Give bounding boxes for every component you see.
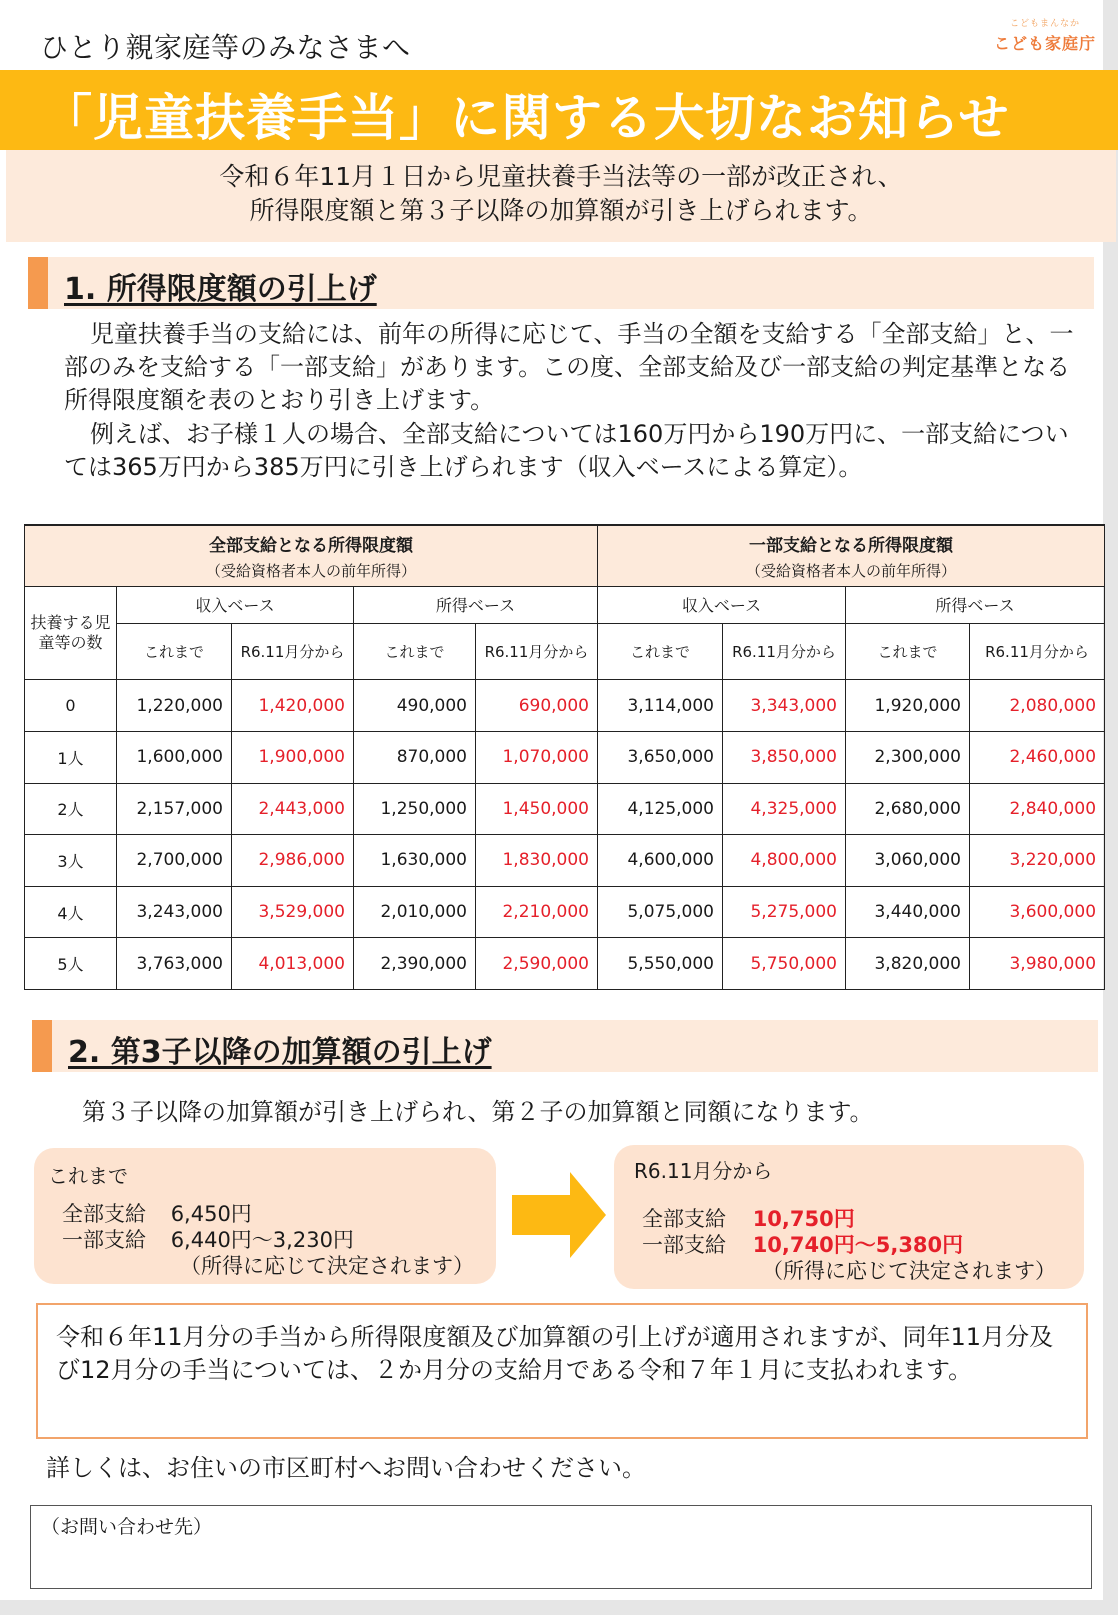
new-limit-cell: 2,590,000 — [476, 938, 598, 990]
after-note: （所得に応じて決定されます） — [762, 1259, 1056, 1283]
new-limit-cell: 3,980,000 — [970, 938, 1105, 990]
before-box-label: これまで — [48, 1164, 128, 1188]
arrow-shape — [512, 1172, 606, 1258]
new-limit-cell: 2,986,000 — [232, 835, 354, 887]
right-arrow-icon — [512, 1172, 606, 1262]
old-limit-cell: 1,250,000 — [354, 783, 476, 835]
group-title-full: 全部支給となる所得限度額 — [209, 536, 413, 557]
col-header-before: これまで — [117, 623, 232, 680]
old-limit-cell: 1,220,000 — [117, 680, 232, 732]
new-limit-cell: 3,220,000 — [970, 835, 1105, 887]
col-header-after: R6.11月分から — [723, 623, 846, 680]
before-full-label: 全部支給 — [62, 1202, 146, 1226]
before-partial-label: 一部支給 — [62, 1228, 146, 1252]
audience-heading: ひとり親家庭等のみなさまへ — [40, 31, 411, 64]
new-limit-cell: 3,850,000 — [723, 731, 846, 783]
section-1-heading — [28, 257, 1094, 309]
new-limit-cell: 3,529,000 — [232, 886, 354, 938]
table-row — [25, 835, 1105, 887]
base-header-income-partial: 収入ベース — [598, 587, 846, 623]
table-count-header: 扶養する児童等の数 — [25, 587, 117, 680]
group-sub-partial: （受給資格者本人の前年所得） — [746, 562, 957, 581]
table-row — [25, 731, 1105, 783]
intro-box — [6, 150, 1116, 242]
child-count-cell: 3人 — [25, 835, 117, 887]
before-partial-value: 6,440円～3,230円 — [170, 1228, 354, 1252]
new-limit-cell: 2,210,000 — [476, 886, 598, 938]
new-limit-cell: 3,600,000 — [970, 886, 1105, 938]
page-title: 「児童扶養手当」に関する大切なお知らせ — [42, 89, 1010, 147]
agency-logo — [985, 16, 1105, 62]
child-count-cell: 1人 — [25, 731, 117, 783]
new-limit-cell: 4,325,000 — [723, 783, 846, 835]
old-limit-cell: 2,300,000 — [846, 731, 970, 783]
old-limit-cell: 490,000 — [354, 680, 476, 732]
base-header-earnings-partial: 所得ベース — [846, 587, 1105, 623]
before-note: （所得に応じて決定されます） — [180, 1254, 474, 1278]
new-limit-cell: 2,460,000 — [970, 731, 1105, 783]
logo-tagline: こどもまんなか — [1009, 19, 1080, 29]
child-count-cell: 2人 — [25, 783, 117, 835]
table-group-header-full — [25, 525, 598, 587]
new-limit-cell: 4,013,000 — [232, 938, 354, 990]
table-row — [25, 886, 1105, 938]
col-header-before: これまで — [846, 623, 970, 680]
title-banner — [0, 70, 1118, 150]
new-limit-cell: 1,900,000 — [232, 731, 354, 783]
col-header-before: これまで — [354, 623, 476, 680]
old-limit-cell: 2,010,000 — [354, 886, 476, 938]
new-limit-cell: 5,750,000 — [723, 938, 846, 990]
old-limit-cell: 3,440,000 — [846, 886, 970, 938]
old-limit-cell: 4,600,000 — [598, 835, 723, 887]
new-limit-cell: 2,840,000 — [970, 783, 1105, 835]
new-limit-cell: 2,443,000 — [232, 783, 354, 835]
base-header-income-full: 収入ベース — [117, 587, 354, 623]
new-limit-cell: 1,420,000 — [232, 680, 354, 732]
payment-notice-box — [36, 1303, 1088, 1439]
before-full-value: 6,450円 — [170, 1202, 252, 1226]
new-limit-cell: 5,275,000 — [723, 886, 846, 938]
col-header-after: R6.11月分から — [970, 623, 1105, 680]
income-limit-table — [24, 524, 1105, 990]
new-limit-cell: 690,000 — [476, 680, 598, 732]
old-limit-cell: 2,157,000 — [117, 783, 232, 835]
old-limit-cell: 3,060,000 — [846, 835, 970, 887]
new-limit-cell: 4,800,000 — [723, 835, 846, 887]
old-limit-cell: 3,114,000 — [598, 680, 723, 732]
section-2-description: 第３子以降の加算額が引き上げられ、第２子の加算額と同額になります。 — [82, 1098, 874, 1126]
old-limit-cell: 1,600,000 — [117, 731, 232, 783]
new-limit-cell: 3,343,000 — [723, 680, 846, 732]
table-row — [25, 680, 1105, 732]
intro-line-2: 所得限度額と第３子以降の加算額が引き上げられます。 — [249, 196, 873, 225]
col-header-after: R6.11月分から — [476, 623, 598, 680]
new-limit-cell: 2,080,000 — [970, 680, 1105, 732]
table-row — [25, 783, 1105, 835]
old-limit-cell: 5,550,000 — [598, 938, 723, 990]
contact-label: （お問い合わせ先） — [41, 1516, 213, 1538]
payment-notice-text: 令和６年11月分の手当から所得限度額及び加算額の引上げが適用されますが、同年11月分及び12月分の手当については、２か月分の支給月である令和７年１月に支払われます。 — [56, 1323, 1054, 1384]
old-limit-cell: 2,680,000 — [846, 783, 970, 835]
section-2-heading — [32, 1020, 1098, 1072]
table-row — [25, 938, 1105, 990]
old-limit-cell: 1,630,000 — [354, 835, 476, 887]
old-limit-cell: 5,075,000 — [598, 886, 723, 938]
before-amount-box — [34, 1148, 496, 1284]
after-amount-box — [614, 1145, 1084, 1289]
old-limit-cell: 3,650,000 — [598, 731, 723, 783]
section-2-accent-bar — [32, 1020, 52, 1072]
logo-name: こども家庭庁 — [993, 34, 1096, 53]
group-title-partial: 一部支給となる所得限度額 — [749, 536, 953, 557]
old-limit-cell: 870,000 — [354, 731, 476, 783]
child-count-cell: 5人 — [25, 938, 117, 990]
after-box-label: R6.11月分から — [634, 1159, 773, 1183]
col-header-after: R6.11月分から — [232, 623, 354, 680]
new-limit-cell: 1,450,000 — [476, 783, 598, 835]
child-count-cell: 4人 — [25, 886, 117, 938]
old-limit-cell: 2,390,000 — [354, 938, 476, 990]
after-full-value: 10,750円 — [752, 1207, 855, 1231]
old-limit-cell: 1,920,000 — [846, 680, 970, 732]
old-limit-cell: 2,700,000 — [117, 835, 232, 887]
contact-box — [30, 1505, 1092, 1589]
table-group-header-partial — [598, 525, 1105, 587]
section-1-accent-bar — [28, 257, 48, 309]
old-limit-cell: 3,763,000 — [117, 938, 232, 990]
group-sub-full: （受給資格者本人の前年所得） — [205, 562, 416, 581]
section-1-title: 1. 所得限度額の引上げ — [64, 272, 377, 307]
old-limit-cell: 3,820,000 — [846, 938, 970, 990]
child-count-cell: 0 — [25, 680, 117, 732]
table-body — [25, 680, 1105, 990]
old-limit-cell: 4,125,000 — [598, 783, 723, 835]
after-full-label: 全部支給 — [642, 1207, 726, 1231]
new-limit-cell: 1,070,000 — [476, 731, 598, 783]
new-limit-cell: 1,830,000 — [476, 835, 598, 887]
after-partial-label: 一部支給 — [642, 1233, 726, 1257]
closing-text: 詳しくは、お住いの市区町村へお問い合わせください。 — [46, 1454, 646, 1482]
section-1-paragraph-2: 例えば、お子様１人の場合、全部支給については160万円から190万円に、一部支給については365万円から385万円に引き上げられます（収入ベースによる算定）。 — [64, 420, 1069, 481]
after-partial-value: 10,740円～5,380円 — [752, 1233, 964, 1257]
col-header-before: これまで — [598, 623, 723, 680]
intro-line-1: 令和６年11月１日から児童扶養手当法等の一部が改正され、 — [219, 162, 903, 191]
old-limit-cell: 3,243,000 — [117, 886, 232, 938]
section-1-paragraph-1: 児童扶養手当の支給には、前年の所得に応じて、手当の全額を支給する「全部支給」と、一部のみを支給する「一部支給」があります。この度、全部支給及び一部支給の判定基準となる所得限度額を表のとおり引き上げます。 — [64, 320, 1074, 414]
base-header-earnings-full: 所得ベース — [354, 587, 598, 623]
section-2-title: 2. 第3子以降の加算額の引上げ — [68, 1035, 492, 1070]
